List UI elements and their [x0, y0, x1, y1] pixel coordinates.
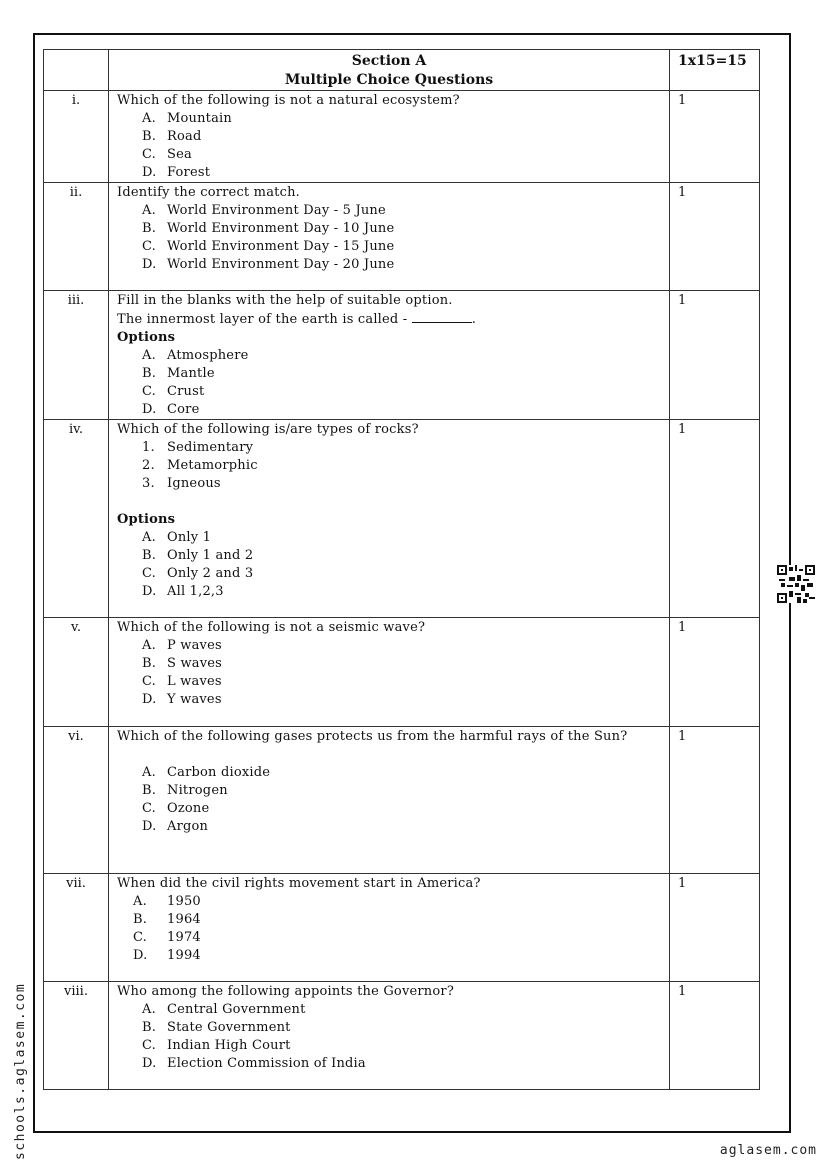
option: B. World Environment Day - 10 June [142, 221, 395, 236]
option: C. World Environment Day - 15 June [142, 239, 395, 254]
option: C. 1974 [133, 930, 201, 945]
question-text: Which of the following gases protects us from the harmful rays of the Sun? [117, 729, 628, 744]
question-number: vi. [44, 727, 109, 874]
option: D. Forest [142, 165, 211, 180]
option: A. Mountain [142, 111, 232, 126]
option: C. Ozone [142, 801, 210, 816]
question-number: viii. [44, 982, 109, 1090]
question-marks: 1 [670, 727, 760, 874]
question-marks: 1 [670, 291, 760, 420]
question-text: Who among the following appoints the Governor? [117, 984, 454, 999]
answer-blank [412, 310, 472, 323]
option: C. L waves [142, 674, 222, 689]
option: D. Election Commission of India [142, 1056, 366, 1071]
section-title: Section A [351, 53, 427, 69]
question-text: When did the civil rights movement start in America? [117, 876, 481, 891]
question-marks: 1 [670, 618, 760, 727]
total-marks: 1x15=15 [670, 50, 760, 91]
question-text: Which of the following is not a natural ecosystem? [117, 93, 460, 108]
header-row [44, 50, 760, 91]
option: C. Sea [142, 147, 192, 162]
question-text: Fill in the blanks with the help of suitable option. [117, 293, 453, 308]
question-row [44, 727, 760, 874]
statement-list [117, 439, 661, 493]
option: A. Only 1 [142, 530, 212, 545]
question-marks: 1 [670, 183, 760, 291]
question-text: Which of the following is/are types of rocks? [117, 422, 419, 437]
option: B. Only 1 and 2 [142, 548, 254, 563]
question-table [43, 49, 760, 1090]
option: D. All 1,2,3 [142, 584, 224, 599]
question-number: v. [44, 618, 109, 727]
question-text-line2: The innermost layer of the earth is called - . [117, 312, 477, 327]
option: D. World Environment Day - 20 June [142, 257, 395, 272]
question-marks: 1 [670, 91, 760, 183]
statement: 2. Metamorphic [142, 458, 258, 473]
side-watermark: schools.aglasem.com [13, 982, 28, 1160]
option: D. 1994 [133, 948, 201, 963]
option-list [117, 110, 661, 182]
question-number: i. [44, 91, 109, 183]
question-marks: 1 [670, 982, 760, 1090]
option-list [117, 764, 661, 836]
question-row [44, 420, 760, 618]
question-text: Which of the following is not a seismic wave? [117, 620, 426, 635]
footer-watermark: aglasem.com [719, 1143, 817, 1158]
question-marks: 1 [670, 874, 760, 982]
header-empty-cell [44, 50, 109, 91]
option: A. Central Government [142, 1002, 306, 1017]
option: C. Crust [142, 384, 205, 399]
question-number: ii. [44, 183, 109, 291]
option-list [117, 893, 661, 965]
option: D. Y waves [142, 692, 222, 707]
options-heading: Options [117, 512, 176, 527]
question-body [109, 727, 670, 874]
question-body [109, 874, 670, 982]
option: B. 1964 [133, 912, 201, 927]
option: A. World Environment Day - 5 June [142, 203, 386, 218]
question-number: iv. [44, 420, 109, 618]
options-heading: Options [117, 330, 176, 345]
qr-code-icon [777, 565, 815, 603]
question-number: iii. [44, 291, 109, 420]
option: A. Atmosphere [142, 348, 249, 363]
option-list [117, 529, 661, 601]
option: B. S waves [142, 656, 223, 671]
question-body [109, 291, 670, 420]
question-body [109, 420, 670, 618]
option: B. State Government [142, 1020, 291, 1035]
option: B. Nitrogen [142, 783, 228, 798]
question-body [109, 183, 670, 291]
question-row [44, 91, 760, 183]
question-body [109, 91, 670, 183]
section-heading [109, 50, 670, 91]
option: B. Mantle [142, 366, 215, 381]
option-list [117, 202, 661, 274]
option-list [117, 1001, 661, 1073]
option: C. Indian High Court [142, 1038, 291, 1053]
question-body [109, 982, 670, 1090]
question-text: Identify the correct match. [117, 185, 300, 200]
question-body [109, 618, 670, 727]
section-subtitle: Multiple Choice Questions [284, 72, 494, 88]
option: C. Only 2 and 3 [142, 566, 254, 581]
question-row [44, 982, 760, 1090]
option: A. Carbon dioxide [142, 765, 271, 780]
question-row [44, 183, 760, 291]
option-list [117, 637, 661, 709]
statement: 1. Sedimentary [142, 440, 254, 455]
question-number: vii. [44, 874, 109, 982]
question-row [44, 291, 760, 420]
statement: 3. Igneous [142, 476, 221, 491]
option: A. 1950 [133, 894, 201, 909]
question-marks: 1 [670, 420, 760, 618]
option: B. Road [142, 129, 202, 144]
question-row [44, 618, 760, 727]
question-row [44, 874, 760, 982]
option: D. Argon [142, 819, 209, 834]
option: D. Core [142, 402, 200, 417]
option-list [117, 347, 661, 419]
option: A. P waves [142, 638, 222, 653]
